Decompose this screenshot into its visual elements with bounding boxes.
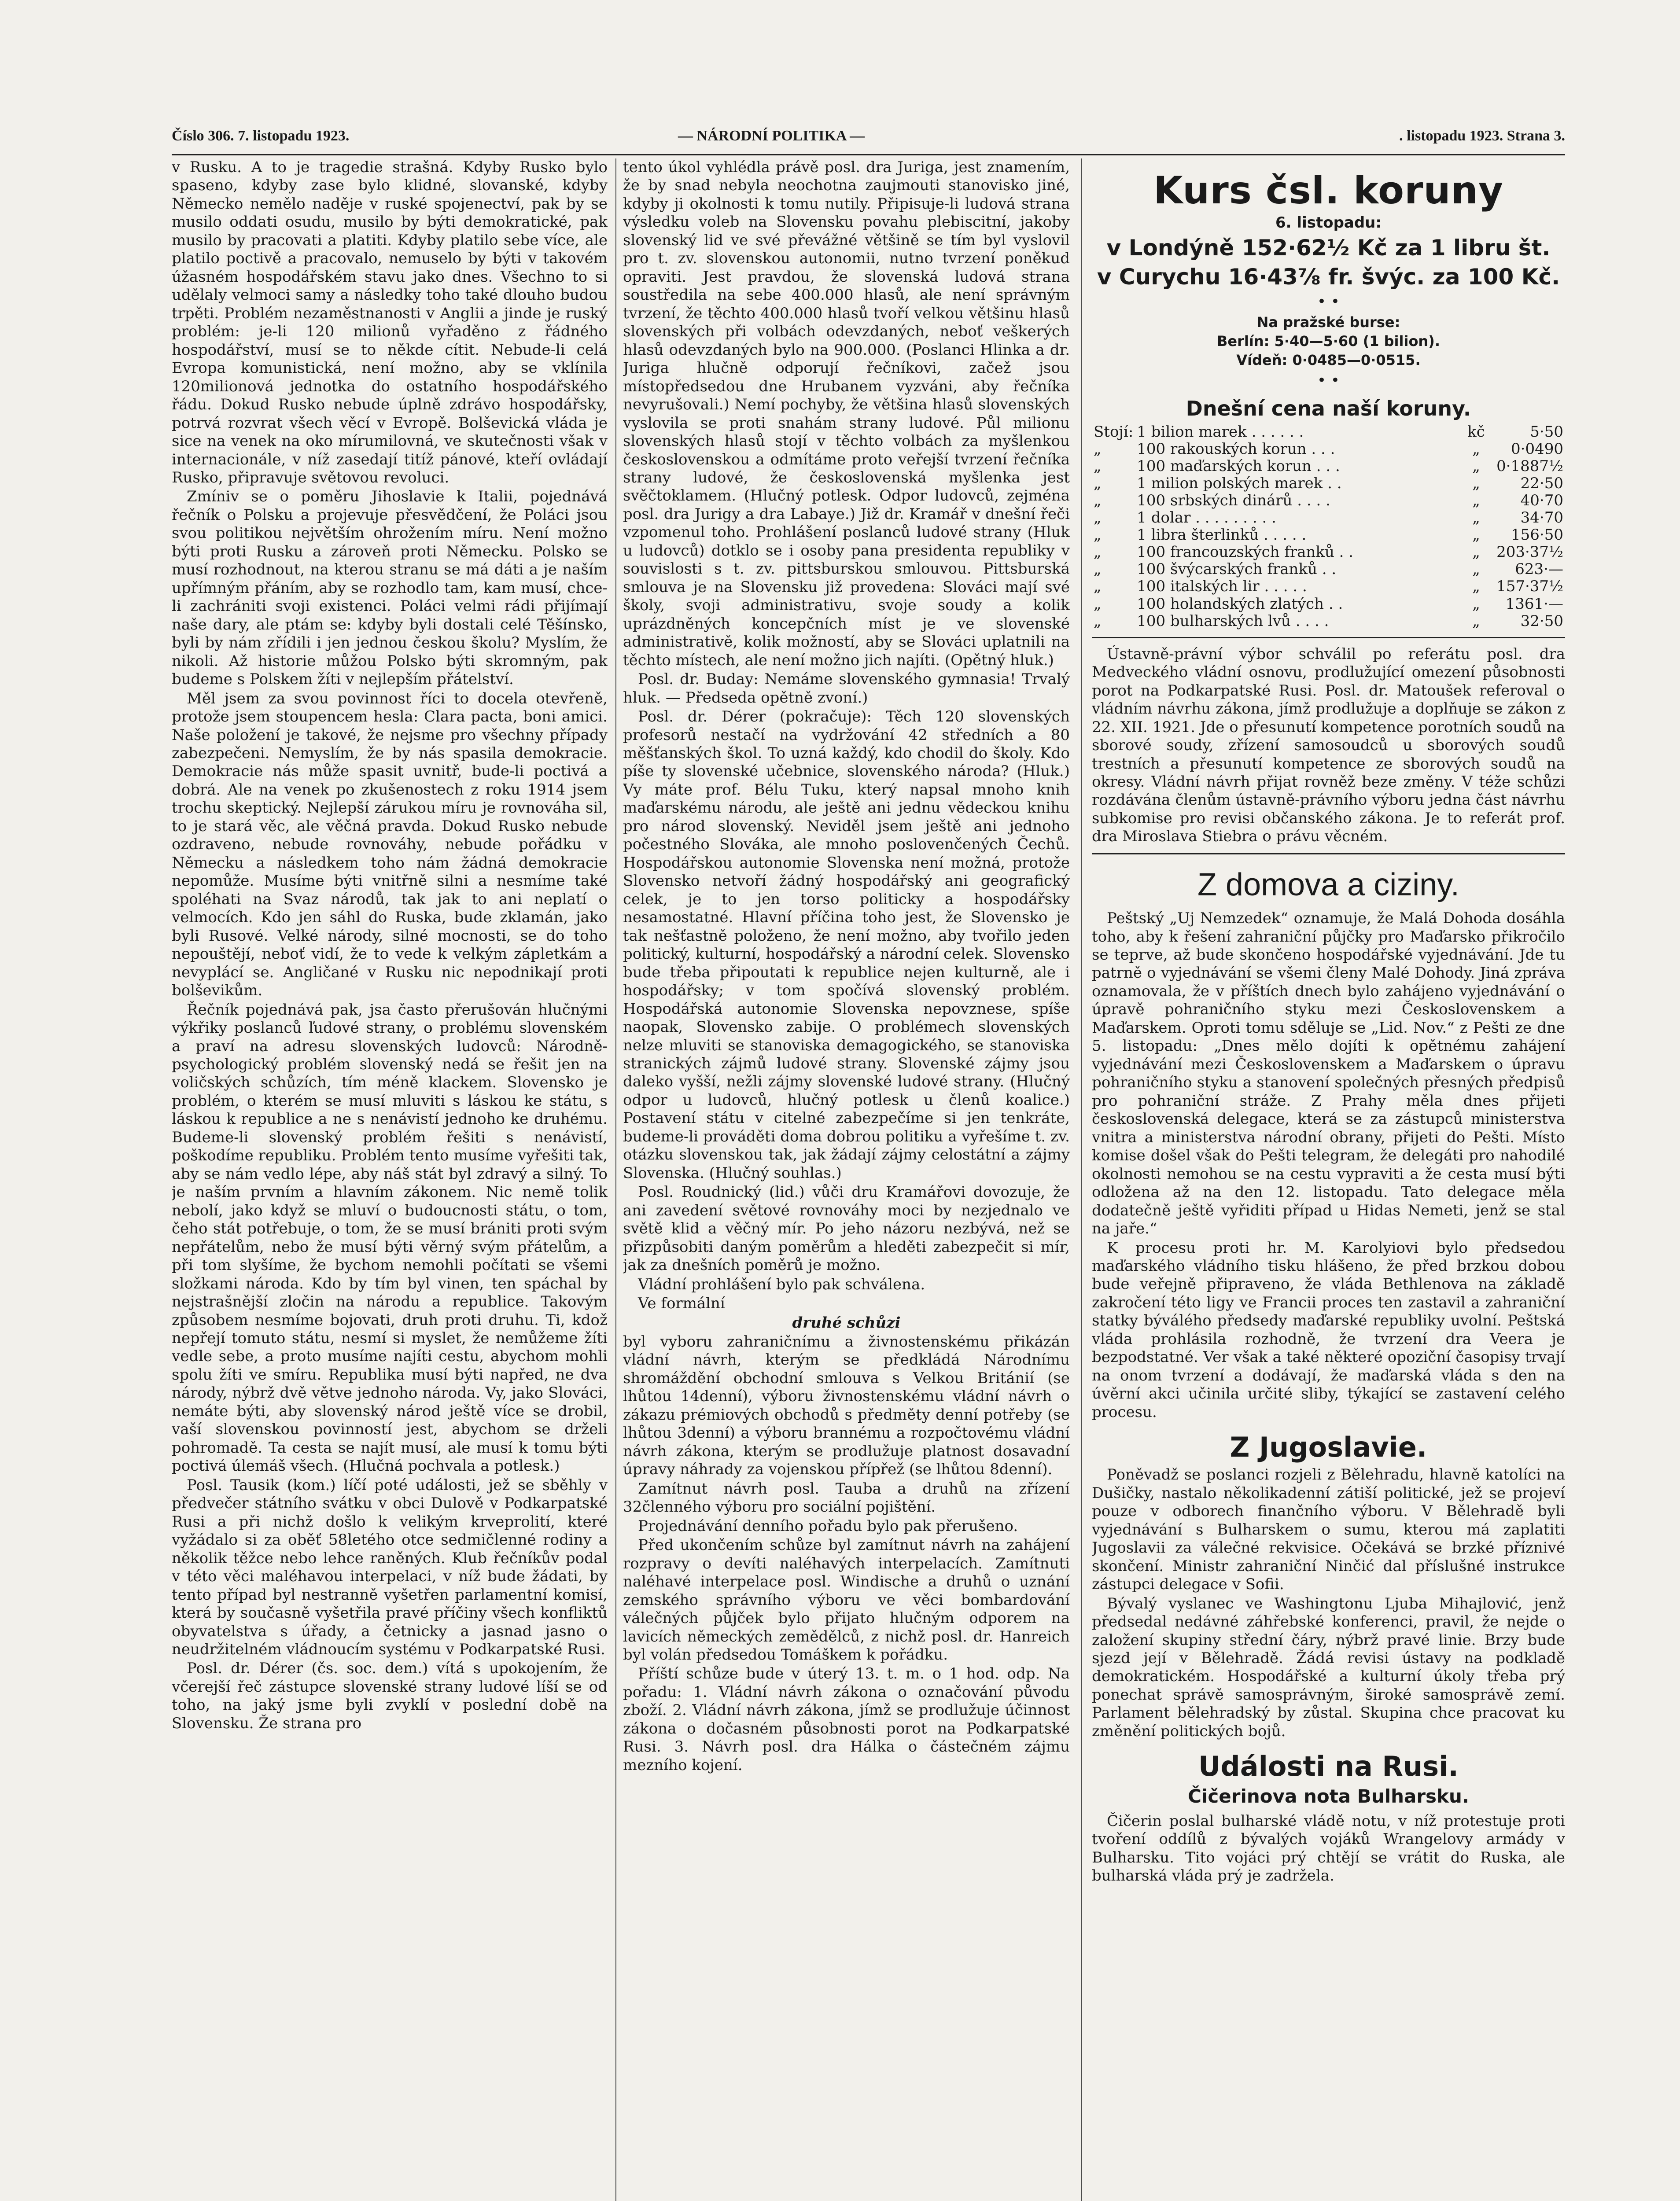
rate-prefix: „: [1094, 491, 1102, 509]
subheading-second-session: druhé schůzi: [792, 1314, 901, 1332]
header-issue: Číslo 306. 7. listopadu 1923.: [172, 128, 350, 144]
article-paragraph: Posl. dr. Buday: Nemáme slovenského gymnasia! Trvalý hluk. — Předseda opětně zvoní.): [623, 670, 1070, 707]
article-paragraph: Příští schůze bude v úterý 13. t. m. o 1 hod. odp. Na pořadu: 1. Vládní návrh zákona o označování původu zboží. 2. Vládní návrh zákona, jímž se prodlužuje účinnost zákona o dočasném působnosti porot na Podkarpatské Rusi. 3. Návrh posl. dra Hálka o částečném zájmu mezního kojení.: [623, 1665, 1070, 1774]
rate-label: 100 maďarských korun . . .: [1137, 457, 1340, 475]
article-paragraph: K procesu proti hr. M. Karolyiovi bylo předsedou maďarského vládního tisku hlášeno, že před brzkou dobou bude veřejně připraveno, že vláda Bethlenova na základě zakročení této ligy ve Francii proces ten zastavil a zahraniční statky býválého předsedy maďarské republiky uvolní. Peštská vláda prohlásila rozhodně, že tvrzení dra Veera je bezpodstatné. Ver však a také některé opoziční časopisy trvají na onom tvrzení a dodávají, že maďarská vláda s den na úvěrní akci učinila určité sliby, týkající se zastavení celého procesu.: [1092, 1239, 1565, 1421]
article-paragraph: Posl. dr. Dérer (pokračuje): Těch 120 slovenských profesorů nestačí na vydržování 42 středních a 80 měšťanských škol. To uzná každý, kdo chodil do školy. Kdo píše ty slovenské učebnice, slovenského národa? (Hluk.) Vy máte prof. Bélu Tuku, který napsal mnoho knih maďarskému národu, ale ještě ani jednu vědeckou knihu pro národ slovenský. Neviděl jsem ještě ani jednoho počestného Slováka, ale mnoho poslovenčených Čechů. Hospodářskou autonomie Slovenska není možná, protože Slovensko netvoří žádný hospodářský ani geografický celek, je to jen torso politicky a hospodářsky nesamostatné. Hlavní příčina toho jest, že Slovensko je tak nešťastně položeno, že není možno, aby tvořilo jeden politický, kulturní, hospodářský a národní celek. Slovensko bude třeba připoutati k republice nejen kulturně, ale i hospodářsky; v tom spočívá slovenský problém. Hospodářská autonomie Slovenska nepovznese, spíše naopak, Slovensko zabije. O problémech slovenských nelze mluviti se stanoviska demagogického, se stanoviska stranických zájmů ludové strany. Slovenské zájmy jsou daleko vyšší, nežli zájmy slovenské ludové strany. (Hlučný odpor u ludovců, hlučný potlesk u členů koalice.) Postavení státu v citelné zabezpečíme si jen tenkráte, budeme-li prováděti doma dobrou politiku a vyřešíme t. zv. otázku slovenskou tak, jak žádají zájmy celostátní a zájmy Slovenska. (Hlučný souhlas.): [623, 708, 1070, 1182]
rate-value: 0·1887½: [1496, 457, 1563, 475]
column-divider: [615, 158, 616, 2201]
ornament-dots: • •: [1317, 293, 1340, 311]
rate-value: 623·—: [1515, 560, 1563, 578]
rate-value: 157·37½: [1496, 578, 1563, 596]
rate-prefix: „: [1094, 440, 1102, 458]
koruna-price-title: Dnešní cena naší koruny.: [1186, 396, 1471, 420]
rate-unit: „: [1472, 509, 1480, 527]
rate-label: 100 bulharských lvů . . . .: [1137, 612, 1329, 630]
rate-unit: „: [1472, 474, 1480, 492]
rate-prefix: „: [1094, 612, 1102, 630]
rate-label: 100 rakouských korun . . .: [1137, 440, 1335, 458]
rate-label: 100 italských lir . . . . .: [1137, 578, 1307, 596]
rate-prefix: Stojí:: [1094, 423, 1134, 441]
rate-unit: „: [1472, 543, 1480, 561]
article-paragraph: Zmíniv se o poměru Jihoslavie k Italii, pojednává řečník o Polsku a projevuje přesvědčení, že Poláci jsou svou politikou největším ohrožením míru. Není možno býti proti Rusku a zároveň proti Německu. Polsko se musí rozhodnout, na kterou stranu se má dáti a je naším upřímným přáním, aby se rozhodlo tam, kam musí, chce-li zachrániti svoji existenci. Poláci velmi rádi přijímají naše dary, ale ptám se: kdyby byli dostali celé Těšínsko, byli by nám zřídili i jen jednou českou školu? Myslím, že nikoli. Až historie můžou Polsko býti skromným, pak budeme s Polskem žíti v nejlepším přátelství.: [172, 488, 608, 688]
rate-label: 100 holandských zlatých . .: [1137, 595, 1343, 613]
rate-unit: „: [1472, 560, 1480, 578]
rate-unit: „: [1472, 526, 1480, 544]
rate-value: 156·50: [1511, 526, 1563, 544]
burse-vienna: Vídeň: 0·0485—0·0515.: [1236, 352, 1421, 368]
article-paragraph: Měl jsem za svou povinnost říci to docela otevřeně, protože jsem stoupencem hesla: Clara pacta, boni amici. Naše položení je takové, že nejsme pro všechny případy zabezpečeni. Nemyslím, že by nás spasila demokracie. Demokracie nás může spasit uvnitř, bude-li poctivá a dobrá. Ale na venek po zkušenostech z roku 1914 jsem trochu skeptický. Nejlepší zárukou míru je rovnováha sil, to je stará věc, ale věčná pravda. Dokud Rusko nebude ozdraveno, nebude rovnováhy, nebude pořádku v Německu a následkem toho nám žádná demokracie nepomůže. Musíme býti vnitřně silni a nesmíme také spoléhati na Svaz národů, tak jak to ani neplatí o velmocích. Kdo jen sáhl do Ruska, bude zklamán, jako byli Rusové. Velké národy, silné mocnosti, se do toho nepouštějí, neboť vidí, že to vede k velkým zápletkám a nevyplácí se. Angličané v Rusku nic nepodnikají proti bolševikům.: [172, 689, 608, 1000]
article-paragraph: Ve formální: [638, 1295, 725, 1313]
rate-prefix: „: [1094, 474, 1102, 492]
column-2: [623, 158, 1070, 2201]
rate-label: 100 švýcarských franků . .: [1137, 560, 1337, 578]
currency-box-title: Kurs čsl. koruny: [1153, 169, 1504, 213]
header-page-number: . listopadu 1923. Strana 3.: [1399, 128, 1565, 144]
koruna-price-row: [1092, 561, 1565, 578]
rate-value: 34·70: [1520, 509, 1563, 527]
column-1: [172, 158, 608, 2201]
article-paragraph: Bývalý vyslanec ve Washingtonu Ljuba Mihajlović, jenž předsedal nedávné záhřebské konferenci, pravil, že nejde o založení skupiny střední čáry, nýbrž pravé linie. Brzy bude sjezd její v Bělehradě. Žádá revisi ústavy na podkladě demokratickém. Hospodářské a kulturní úkoly třeba prý ponechat správě samosprávným, široké samosprávě zemí. Parlament bělehradský by zůstal. Skupina chce pracovat ku změnění politických bojů.: [1092, 1594, 1565, 1740]
rate-value: 32·50: [1520, 612, 1563, 630]
section-title-rusi: Události na Rusi.: [1198, 1750, 1459, 1783]
article-paragraph: v Rusku. A to je tragedie strašná. Kdyby Rusko bylo spaseno, kdyby zase bylo klidné, slovanské, kdyby Německo nemělo naděje v ruské spojenectví, pak by se musilo oddati osudu, musilo by býti demokratické, pak musilo by pracovati a platiti. Kdyby platilo sebe více, ale platilo poctivě a pracovalo, nemuselo by býti v takovém úžasném hospodářském stavu jako dnes. Všechno to si udělaly velmoci samy a následky toho také dlouho budou trpěti. Problém nezaměstnanosti v Anglii a jinde je ruský problém: je-li 120 milionů vyřaděno z řádného hospodářství, musí se to někde cítit. Nebude-li celá Evropa komunistická, není možno, aby se vklínila 120milionová jednotka do ostatního hospodářského řádu. Dokud Rusko nebude úplně zdrávo hospodářsky, potrvá rozvrat všech věcí v Evropě. Bolševická vláda je sice na venek na oko mírumilovná, ve skutečnosti však v internacionále, v níž zasedají titíž pánové, kteří ovládají Rusko, připravuje světovou revoluci.: [172, 158, 608, 486]
rate-unit: „: [1472, 491, 1480, 509]
article-paragraph: Peštský „Uj Nemzedek“ oznamuje, že Malá Dohoda dosáhla toho, aby k řešení zahraniční půjčky pro Maďarsko přikročilo se teprve, až bude skončeno hospodářské vyjednávání. Jde tu patrně o vyjednávání se všemi členy Malé Dohody. Jiná zpráva oznamovala, že v příštích dnech bylo zahájeno vyjednávání o úpravě pohraničního styku mezi Československem a Maďarskem. Oproti tomu sděluje se „Lid. Nov.“ z Pešti ze dne 5. listopadu: „Dnes mělo dojíti k opětnému zahájení vyjednávání mezi Československem a Maďarskem o úpravu pohraničního styku a stanovení společných přesných předpisů pro pohraniční stráže. Z Prahy měla dnes přijeti československá delegace, která se za zástupců ministerstva vnitra a ministerstva národní obrany, přijeti do Pešti. Místo komise došel však do Pešti telegram, že delegáti pro nahodilé okolnosti nemohou se na cestu vypraviti a že cesta musí býti odložena až na den 12. listopadu. Tato delegace měla dodatečně ještě vyřiditi případ u Hidas Nemeti, jenž se stal na jaře.“: [1092, 909, 1565, 1238]
article-paragraph: Posl. Roudnický (lid.) vůči dru Kramářovi dovozuje, že ani zavedení světové rovnováhy moci by nezjednalo ve světě klid a věčný mír. Po jeho názoru nezbývá, než se přizpůsobiti daným poměrům a hleděti zabezpečit si mír, jak za dnešních poměrů je možno.: [623, 1183, 1070, 1274]
article-paragraph: Zamítnut návrh posl. Tauba a druhů na zřízení 32členného výboru pro sociální pojištění.: [623, 1480, 1070, 1516]
koruna-price-row: [1092, 458, 1565, 475]
article-paragraph: Před ukončením schůze byl zamítnut návrh na zahájení rozpravy o devíti naléhavých interpelacích. Zamítnuti naléhavé interpelace posl. Windische a druhů o uznání zemského správního výboru ve věci bombardování válečných půjček bylo přijato hlučným odporem na lavicích německých zemědělců, z nichž posl. dr. Hanreich byl volán předsedou Tomáškem k pořádku.: [623, 1536, 1070, 1664]
article-paragraph: tento úkol vyhlédla právě posl. dra Juriga, jest znamením, že by snad nebyla neochotna zaujmouti stanovisko jiné, kdyby ji okolnosti k tomu nutily. Připisuje-li ludová strana výsledku voleb na Slovensku povahu plebiscitní, jakoby slovenský lid ve své převážné většině se tím byl vyslovil pro t. zv. slovenskou autonomii, nutno tvrzení poněkud opraviti. Jest pravdou, že slovenská ludová strana soustředila na sebe 400.000 hlasů, ale není správným tvrzení, že těchto 400.000 hlasů tvoří velkou většinu hlasů slovenských při volbách odevzdaných, neboť veškerých hlasů odevzdaných bylo na 900.000. (Poslanci Hlinka a dr. Juriga hlučně odporují řečníkovi, začež jsou místopředsedou dne Hrubanem vyzváni, aby řečníka nevyrušovali.) Nemí pochyby, že většina hlasů slovenských vyslovila se proti snahám strany ludové. Půl milionu slovenských hlasů stojí v těchto volbách za myšlenkou československou a odmítáme proto veřejší tvrzení řečníka strany ludové, že československá myšlenka jest svěčtoklamem. (Hlučný potlesk. Odpor ludovců, zejména posl. dra Jurigy a dra Labaye.) Již dr. Kramář v dnešní řeči vzpomenul toho. Prohlášení poslanců ludové strany (Hluk u ludovců) dotklo se i osoby pana presidenta republiky v souvislosti s t. zv. pittsburskou smlouvou. Pittsburská smlouva je na Slovensku již provedena: Slováci mají své školy, svoji administrativu, svoje soudy a kolik uprázdněných koncepčních míst je ve slovenské administrativě, kolik možností, aby se Slováci uplatnili na těchto místech, ale není možno jich najíti. (Opětný hluk.): [623, 158, 1070, 669]
rate-prefix: „: [1094, 543, 1102, 561]
koruna-price-row: [1092, 613, 1565, 630]
ornament-dots: • •: [1317, 372, 1340, 390]
header-rule: [172, 154, 1565, 155]
rate-value: 40·70: [1520, 491, 1563, 509]
article-paragraph: Projednávání denního pořadu bylo pak přerušeno.: [638, 1517, 1018, 1535]
rate-prefix: „: [1094, 595, 1102, 613]
rate-unit: „: [1472, 440, 1480, 458]
page-header: [172, 128, 1565, 154]
koruna-price-row: [1092, 509, 1565, 526]
article-paragraph: Posl. Tausik (kom.) líčí poté události, jež se sběhly v předvečer státního svátku v obci Dulově v Podkarpatské Rusi a při nichž došlo k velikým krveprolití, které vyžádalo si za oběť 58letého otce sedmičlenné rodiny a několik těžce nebo lehce raněných. Klub řečníkův podal v této věci maléhavou interpelaci, v níž bude žádati, by tento případ byl nestranně vyšetřen parlamentní komisí, která by současně vyšetřila pravé příčiny všech konfliktů obyvatelstva s úřady, a četnicky a jasnad jasno o neudržitelném vládnoucím systému v Podkarpatské Rusi.: [172, 1476, 608, 1658]
rate-value: 22·50: [1520, 474, 1563, 492]
article-paragraph: Vládní prohlášení bylo pak schválena.: [638, 1275, 925, 1293]
rate-label: 100 francouzských franků . .: [1137, 543, 1354, 561]
rate-unit: „: [1472, 578, 1480, 596]
rate-unit: „: [1472, 595, 1480, 613]
column-divider: [1081, 158, 1082, 2201]
koruna-price-row: [1092, 526, 1565, 544]
rate-value: 203·37½: [1496, 543, 1563, 561]
rate-london: v Londýně 152·62½ Kč za 1 libru št.: [1106, 235, 1551, 261]
article-paragraph: byl vyboru zahraničnímu a živnostenskému přikázán vládní návrh, kterým se předkládá Národnímu shromáždění obchodní smlouva s Velkou Británií (se lhůtou 14denní), výboru živnostenskému vládní návrh o zákazu prémiových obchodů s předměty denní potřeby (se lhůtou 3denní) a výboru brannému a rozpočtovému vládní návrh zákona, kterým se prodlužuje platnost dosavadní úpravy náhrady za vojenskou přípřež (se lhůtou 8denní).: [623, 1333, 1070, 1479]
section-subtitle-rusi: Čičerinova nota Bulharsku.: [1188, 1785, 1469, 1807]
burse-berlin: Berlín: 5·40—5·60 (1 bilion).: [1217, 332, 1440, 350]
rate-prefix: „: [1094, 560, 1102, 578]
koruna-price-table: [1092, 423, 1565, 630]
rate-unit: kč: [1467, 423, 1485, 441]
currency-date: 6. listopadu:: [1275, 214, 1382, 232]
rate-prefix: „: [1094, 578, 1102, 596]
koruna-price-row: [1092, 544, 1565, 561]
koruna-price-row: [1092, 475, 1565, 492]
rate-value: 5·50: [1530, 423, 1563, 441]
rate-prefix: „: [1094, 457, 1102, 475]
rate-label: 100 srbských dinárů . . . .: [1137, 491, 1330, 509]
column-3: [1092, 158, 1565, 2095]
koruna-price-row: [1092, 441, 1565, 458]
rate-prefix: „: [1094, 526, 1102, 544]
article-paragraph: Řečník pojednává pak, jsa často přerušován hlučnými výkřiky poslanců ľudové strany, o problému slovenském a praví na adresu slovenských ludovců: Národně-psychologický problém slovenský nedá se řešit jen na voličských schůzích, tím méně klackem. Slovensko je problém, o kterém se musí mluviti s láskou ke státu, s láskou k republice a ne s nenávistí jednoho ke druhému. Budeme-li slovenský problém řešiti s nenávistí, poškodíme republiku. Problém tento musíme vyřešiti tak, aby se nám vedlo lépe, aby náš stát byl zdravý a silný. To je naším prvním a hlavním zákonem. Nic nemě tolik nebolí, jako když se mluví o budoucnosti státu, o tom, čeho stát potřebuje, o tom, že se musí brániti proti svým nepřátelům, nebo že musí býti věrný svým přátelům, a při tom slyšíme, že bychom nemohli počítati se všemi složkami národa. Kdo by tím byl vinen, ten spáchal by nejstrašnější zločin na národu a republice. Takovým způsobem nesmíme bojovati, druh proti druhu. Ti, kdož nepřejí tomuto státu, nesmí si myslet, že nemůžeme žíti vedle sebe, a proto musíme najíti cestu, abychom mohli spolu žíti ve smíru. Republika musí býti napřed, ne dva národy, nýbrž dvě větve jednoho národa. Vy, jako Slováci, nemáte býti, aby slovenský národ ještě více se drobil, vaší slovenskou povinností jest, abychom se drželi pohromadě. Ta cesta se najít musí, ale musí k tomu býti poctivá úlemáš všech. (Hlučná pochvala a potlesk.): [172, 1001, 608, 1475]
rate-unit: „: [1472, 457, 1480, 475]
article-paragraph: Čičerin poslal bulharské vládě notu, v níž protestuje proti tvoření oddílů z bývalých vojáků Wrangelovy armády v Bulharsku. Tito vojáci prý chtějí se vrátit do Ruska, ale bulharská vláda prý je zadržela.: [1092, 1812, 1565, 1885]
koruna-price-row: [1092, 492, 1565, 509]
header-masthead: — NÁRODNÍ POLITIKA —: [678, 128, 865, 144]
section-title-jugoslavie: Z Jugoslavie.: [1230, 1431, 1427, 1464]
rate-label: 1 milion polských marek . .: [1137, 474, 1342, 492]
section-divider: [1092, 637, 1565, 638]
section-title-domov: Z domova a ciziny.: [1197, 867, 1459, 902]
rate-prefix: „: [1094, 509, 1102, 527]
rate-label: 1 bilion marek . . . . . .: [1137, 423, 1304, 441]
rate-unit: „: [1472, 612, 1480, 630]
article-paragraph: Poněvadž se poslanci rozjeli z Bělehradu, hlavně katolíci na Dušičky, nastalo několikadenní zátiší politické, jež se projeví pouze v odborech finančního výboru. V Bělehradě byli vyjednávání s Bulharskem o sumu, kterou má zaplatiti Jugoslavii za válečné rekvisice. Očekává se brzké příznivé skončení. Ministr zahraniční Ninčić dal příslušné instrukce zástupci delegace v Sofii.: [1092, 1466, 1565, 1594]
burse-title: Na pražské burse:: [1256, 313, 1400, 331]
koruna-price-row: [1092, 596, 1565, 613]
article-paragraph: Ústavně-právní výbor schválil po referátu posl. dra Medveckého vládní osnovu, prodlužující omezení působnosti porot na Podkarpatské Rusi. Posl. dr. Matoušek referoval o vládním návrhu zákona, jímž prodlužuje a doplňuje se zákon z 22. XII. 1921. Jde o přesunutí kompetence porotních soudů na sborové soudy, zřízení samosoudců u sborových soudů trestních a přesunutí kompetence ze sborových soudů na okresy. Vládní návrh přijat rovněž beze změny. V téže schůzi rozdávána členům ústavně-právního výboru jedna část návrhu subkomise pro revisi občanského zákona. Je to referát prof. dra Miroslava Stiebra o právu věcném.: [1092, 645, 1565, 846]
koruna-price-row: [1092, 578, 1565, 595]
section-divider: [1092, 853, 1565, 854]
koruna-price-row: [1092, 423, 1565, 441]
rate-zurich: v Curychu 16·43⅞ fr. švýc. za 100 Kč.: [1097, 264, 1560, 290]
rate-label: 1 libra šterlinků . . . . .: [1137, 526, 1307, 544]
rate-label: 1 dolar . . . . . . . . .: [1137, 509, 1276, 527]
rate-value: 0·0490: [1511, 440, 1563, 458]
article-paragraph: Posl. dr. Dérer (čs. soc. dem.) vítá s upokojením, že včerejší řeč zástupce slovenské strany ludové líší se od toho, na jaký jsme byli zvyklí v poslední době na Slovensku. Že strana pro: [172, 1660, 608, 1732]
rate-value: 1361·—: [1505, 595, 1563, 613]
